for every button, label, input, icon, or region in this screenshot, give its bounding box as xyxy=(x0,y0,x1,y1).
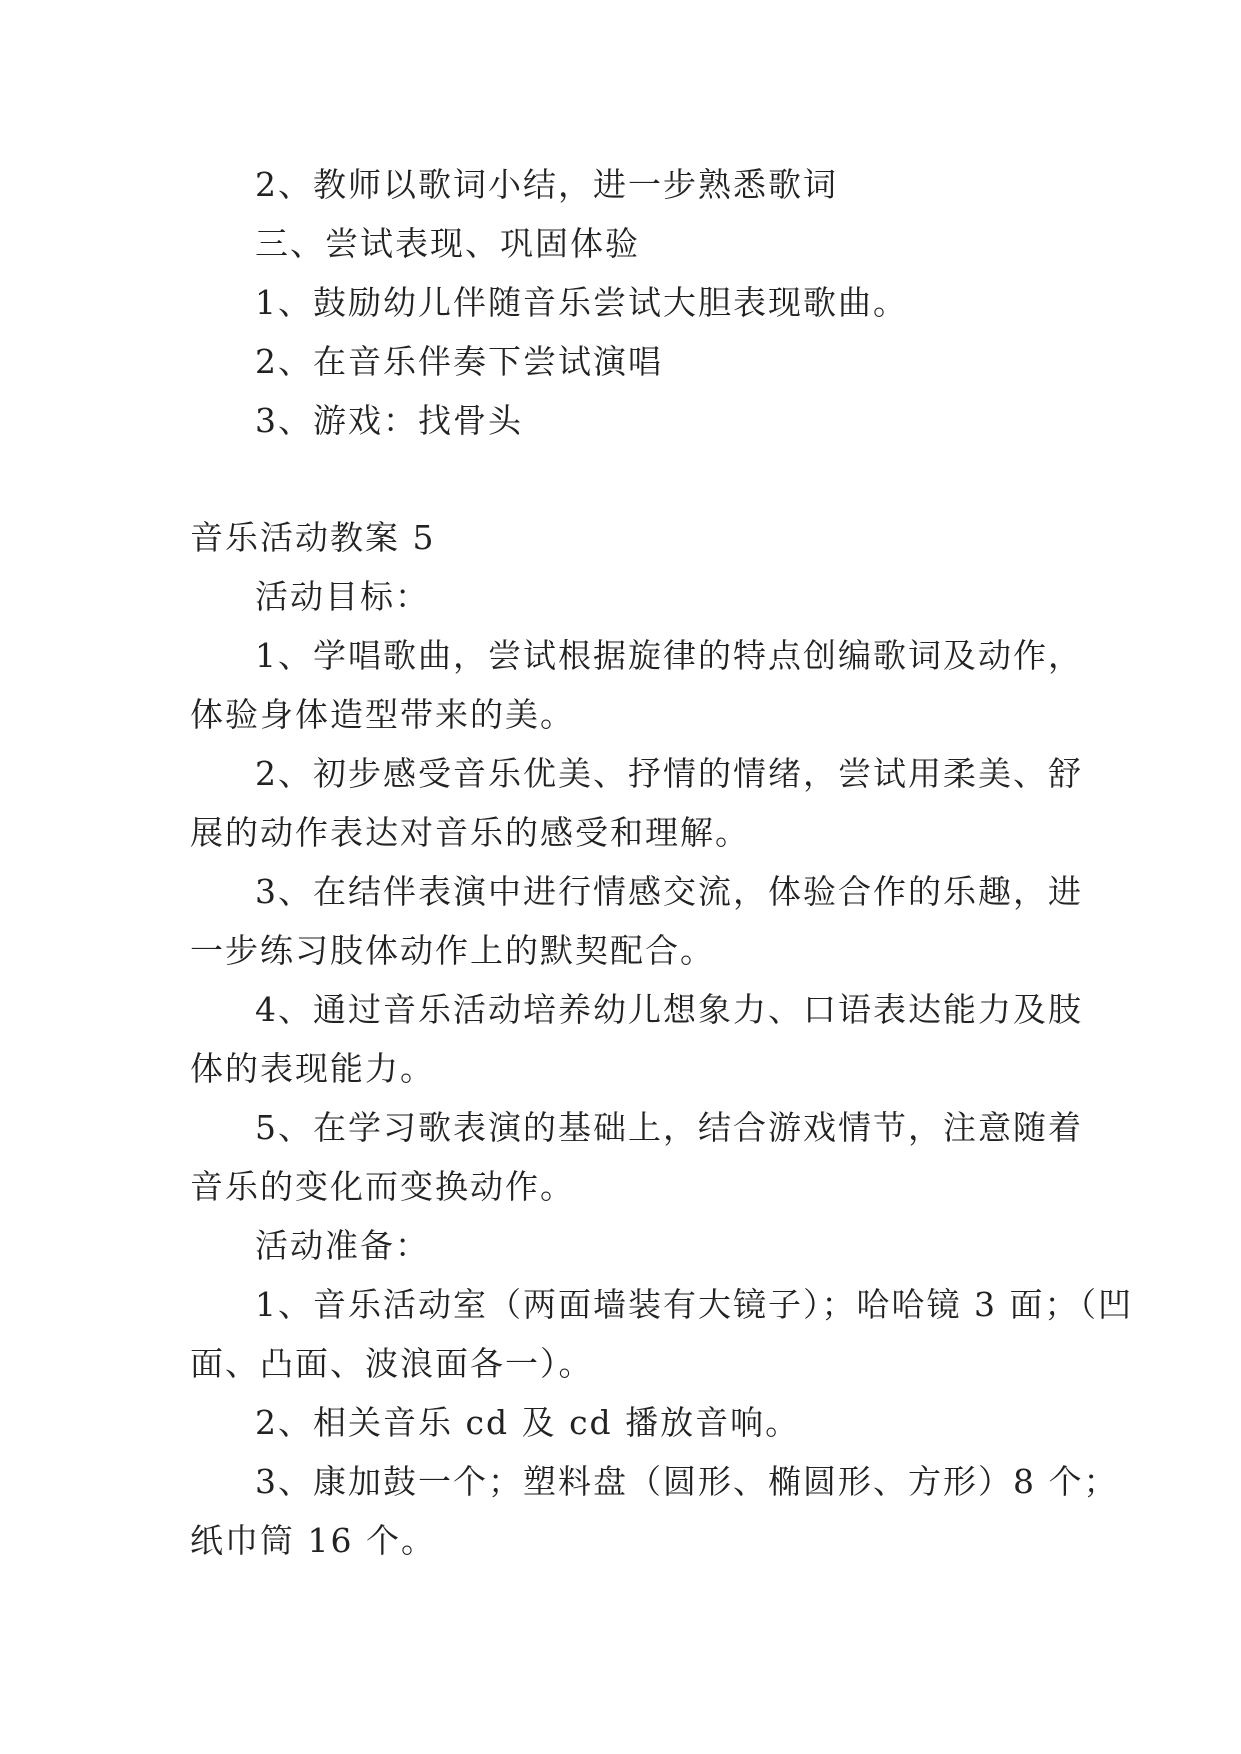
prep-3-line-2: 纸巾筒 16 个。 xyxy=(190,1521,436,1560)
prev-item-5: 3、游戏：找骨头 xyxy=(255,401,523,440)
prev-item-4: 2、在音乐伴奏下尝试演唱 xyxy=(255,342,663,381)
section-title: 音乐活动教案 5 xyxy=(190,518,436,557)
goal-4-line-2: 体的表现能力。 xyxy=(190,1049,435,1088)
goal-5-line-1: 5、在学习歌表演的基础上，结合游戏情节，注意随着 xyxy=(255,1108,1083,1147)
goal-3-line-2: 一步练习肢体动作上的默契配合。 xyxy=(190,931,715,970)
goal-1-line-1: 1、学唱歌曲，尝试根据旋律的特点创编歌词及动作， xyxy=(255,636,1083,675)
goals-heading: 活动目标： xyxy=(255,577,430,616)
goal-2-line-1: 2、初步感受音乐优美、抒情的情绪，尝试用柔美、舒 xyxy=(255,754,1083,793)
goal-2-line-2: 展的动作表达对音乐的感受和理解。 xyxy=(190,813,750,852)
prep-heading: 活动准备： xyxy=(255,1226,430,1265)
goal-5-line-2: 音乐的变化而变换动作。 xyxy=(190,1167,575,1206)
prev-item-1: 2、教师以歌词小结，进一步熟悉歌词 xyxy=(255,165,838,204)
prep-2-line-1: 2、相关音乐 cd 及 cd 播放音响。 xyxy=(255,1403,801,1442)
prev-item-2: 三、尝试表现、巩固体验 xyxy=(255,224,640,263)
prev-item-3: 1、鼓励幼儿伴随音乐尝试大胆表现歌曲。 xyxy=(255,283,908,322)
goal-1-line-2: 体验身体造型带来的美。 xyxy=(190,695,575,734)
prep-1-line-2: 面、凸面、波浪面各一）。 xyxy=(190,1344,594,1383)
goal-4-line-1: 4、通过音乐活动培养幼儿想象力、口语表达能力及肢 xyxy=(255,990,1083,1029)
goal-3-line-1: 3、在结伴表演中进行情感交流，体验合作的乐趣，进 xyxy=(255,872,1083,911)
prep-1-line-1: 1、音乐活动室（两面墙装有大镜子）；哈哈镜 3 面；（凹 xyxy=(255,1285,1133,1324)
prep-3-line-1: 3、康加鼓一个；塑料盘（圆形、椭圆形、方形）8 个； xyxy=(255,1462,1119,1501)
